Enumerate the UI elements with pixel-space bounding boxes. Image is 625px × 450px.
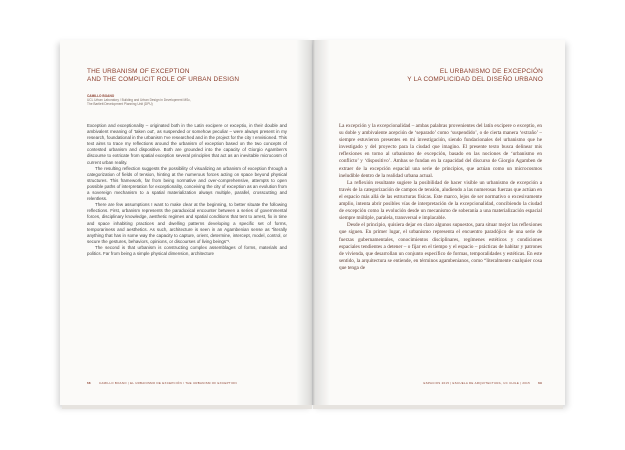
right-title-line-2: Y LA COMPLICIDAD DEL DISEÑO URBANO (407, 76, 543, 83)
right-page-edge (313, 405, 563, 409)
left-paragraph: Exception and exceptionality – originated both in the Latin excipere or exceptio, in their double and ambivalent meaning of ‘taken out’, as suspended or somehow peculiar – were always present in my research, foundational in the urbanism I’ve researched and in the project for the city I envisioned. This text aims to trace my reflections around the urbanism of exception based on the two concepts of contested urbanism and dispositive. Both are grounded into the capacity of Giorgio Agamben’s discourse to extricate from spatial exception several principles that act as an inevitable microcosm of current urban reality. (87, 123, 287, 165)
author-affiliation-2: The Bartlett Development Planning Unit (DPU) (87, 102, 153, 107)
right-page-number: 69 (538, 381, 542, 385)
left-page (60, 40, 312, 405)
left-page-title (87, 68, 287, 84)
left-title-line-1: THE URBANISM OF EXCEPTION (87, 68, 190, 75)
right-paragraph: La excepción y la excepcionalidad – ambas palabras provenientes del latín excipere o exceptio, en su doble y ambivalente acepción de ‘separado’ como ‘suspendido’, o de cierta manera ‘extraño’ – siempre estuvieron presentes en mi investigación, siendo fundacionales del urbanismo que he investigado y del proyecto para la ciudad que imagino. El presente texto busca delinear mis reflexiones en torno al urbanismo de excepción, basado en las nociones de ‘urbanismo en conflicto’ y ‘dispositivo’. Ambas se fundan en la capacidad del discurso de Giorgio Agamben de extraer de la excepción espacial una serie de principios, que actúan como un microcosmos ineludible dentro de la realidad urbana actual. (339, 123, 542, 179)
right-page (313, 40, 565, 405)
left-running-head: CAMILLO BOANO | EL URBANISMO DE EXCEPCIÓN / THE URBANISM OF EXCEPTION (99, 381, 237, 385)
left-body-text (87, 123, 287, 257)
left-paragraph: The second is that urbanism is constructing complex assemblages of forms, materials and politics. Far from being a simple physical dimension, architecture (87, 244, 287, 256)
author-block (87, 94, 287, 107)
right-running-head: ESPACIOS 2015 | ESCUELA DE ARQUITECTURA, UC CHILE | 2015 (423, 381, 530, 385)
right-paragraph: Desde el principio, quisiera dejar en claro algunos supuestos, para situar mejor las reflexiones que siguen. En primer lugar, el urbanismo representa el encuentro paradójico de una serie de fuerzas gubernamentales, conocimientos disciplinares, regímenes estéticos y condiciones espaciales tendientes a detener – o fijar en el tiempo y el espacio – prácticas de habitar y patrones de vivienda, que desarrollan un conjunto específico de formas, temporalidades y estéticas. En este sentido, la arquitectura se entiende, en términos agambenianos, como “literalmente cualquier cosa que tenga de (339, 222, 542, 271)
book-gutter-shadow (296, 40, 330, 405)
right-title-line-1: EL URBANISMO DE EXCEPCIÓN (439, 68, 543, 75)
author-affiliation-1: UCL Urban Laboratory / Building and Urban Design in Development MSc, (87, 98, 191, 103)
left-title-line-2: AND THE COMPLICIT ROLE OF URBAN DESIGN (87, 76, 240, 83)
open-book (60, 40, 565, 410)
left-page-edge (62, 405, 312, 409)
left-page-number: 68 (87, 381, 91, 385)
right-body-text (339, 123, 542, 272)
author-name: CAMILLO BOANO (87, 94, 115, 98)
right-page-title (338, 68, 543, 84)
right-paragraph: La reflexión resultante sugiere la posibilidad de hacer visible un urbanismo de excepción a través de la categorización de campos de tensión, aludiendo a las numerosas fuerzas que actúan en el espacio más allá de las estructuras físicas. Este marco, lejos de ser normativo o excesivamente amplio, intenta abrir posibles vías de interpretación de la excepcionalidad, concibiendo la ciudad de excepción como la evolución desde un mecanismo de soberanía a una materialización espacial siempre múltiple, paralela, transversal e implacable. (339, 179, 542, 222)
left-paragraph: The resulting reflection suggests the possibility of visualizing an urbanism of exception through a categorization of fields of tension, hinting at the numerous forces acting on space beyond physical structures. This framework, far from being normative and over-comprehensive, attempts to open possible paths of interpretation for exceptionality, conceiving the city of exception as an evolution from a sovereign mechanism to a spatial materialization always multiple, parallel, crosscutting and relentless. (87, 165, 287, 202)
left-paragraph: There are few assumptions I want to make clear at the beginning, to better situate the following reflections. First, urbanism represents the paradoxical encounter between a series of governmental forces, disciplinary knowledge, aesthetic regimes and spatial conditions that tent to arrest, fix in time and space inhabiting practices and dwelling patterns developing a specific set of forms, temporariness and aesthetics. As such, architecture is seen in an Agambenian sense as “literally anything that has in some way the capacity to capture, orient, determine, intercept, model, control, or secure the gestures, behaviors, opinions, or discourses of living beings”¹. (87, 202, 287, 244)
